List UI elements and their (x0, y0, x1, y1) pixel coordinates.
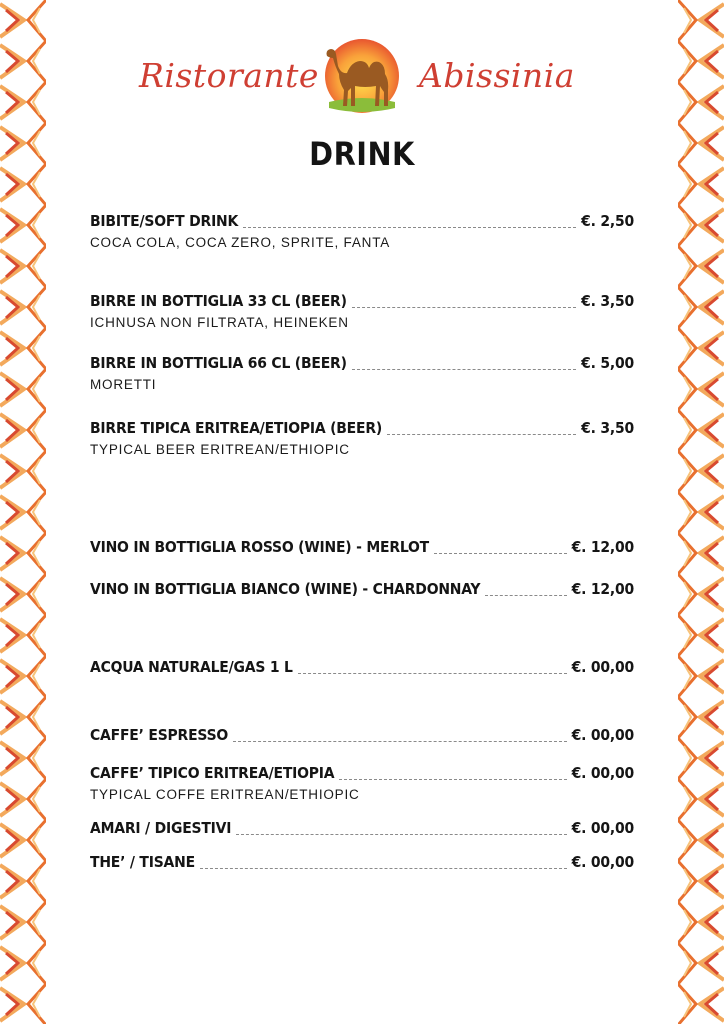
item-price: €. 5,00 (581, 354, 634, 372)
dotted-leader (233, 741, 567, 742)
restaurant-name-left: Ristorante (139, 56, 319, 95)
menu-item (90, 209, 634, 252)
menu-item (90, 535, 634, 559)
dotted-leader (298, 673, 567, 674)
item-price: €. 00,00 (571, 658, 634, 676)
item-name: THE’ / TISANE (90, 853, 195, 871)
item-description: COCA COLA, COCA ZERO, SPRITE, FANTA (90, 235, 391, 250)
dotted-leader (485, 595, 566, 596)
item-description: MORETTI (90, 377, 157, 392)
item-name: CAFFE’ TIPICO ERITREA/ETIOPIA (90, 764, 335, 782)
item-price: €. 00,00 (571, 853, 634, 871)
restaurant-name-right: Abissinia (419, 56, 575, 95)
item-name: BIRRE IN BOTTIGLIA 33 CL (BEER) (90, 292, 347, 310)
item-name: BIRRE TIPICA ERITREA/ETIOPIA (BEER) (90, 419, 383, 437)
dotted-leader (339, 779, 566, 780)
menu-item (90, 655, 634, 679)
item-price: €. 2,50 (581, 212, 634, 230)
menu-item (90, 723, 634, 747)
item-name: BIRRE IN BOTTIGLIA 66 CL (BEER) (90, 354, 347, 372)
menu-item (90, 416, 634, 459)
item-name: BIBITE/SOFT DRINK (90, 212, 239, 230)
dotted-leader (200, 868, 567, 869)
item-price: €. 00,00 (571, 819, 634, 837)
item-price: €. 00,00 (571, 764, 634, 782)
item-name: CAFFE’ ESPRESSO (90, 726, 229, 744)
dotted-leader (434, 553, 567, 554)
item-price: €. 12,00 (571, 538, 634, 556)
menu-title: DRINK (309, 135, 415, 173)
dotted-leader (352, 369, 576, 370)
item-description: TYPICAL COFFE ERITREAN/ETHIOPIC (90, 787, 360, 802)
menu-item (90, 289, 634, 332)
item-name: AMARI / DIGESTIVI (90, 819, 232, 837)
item-price: €. 12,00 (571, 580, 634, 598)
menu-item (90, 850, 634, 874)
item-description: TYPICAL BEER ERITREAN/ETHIOPIC (90, 442, 350, 457)
dotted-leader (387, 434, 576, 435)
item-name: VINO IN BOTTIGLIA ROSSO (WINE) - MERLOT (90, 538, 429, 556)
item-name: VINO IN BOTTIGLIA BIANCO (WINE) - CHARDONNAY (90, 580, 481, 598)
menu-item (90, 816, 634, 840)
item-price: €. 3,50 (581, 419, 634, 437)
dotted-leader (243, 227, 576, 228)
menu-item (90, 761, 634, 804)
item-name: ACQUA NATURALE/GAS 1 L (90, 658, 293, 676)
item-price: €. 3,50 (581, 292, 634, 310)
item-description: ICHNUSA NON FILTRATA, HEINEKEN (90, 315, 349, 330)
dotted-leader (352, 307, 576, 308)
menu-item (90, 351, 634, 394)
item-price: €. 00,00 (571, 726, 634, 744)
menu-item (90, 577, 634, 601)
dotted-leader (236, 834, 566, 835)
